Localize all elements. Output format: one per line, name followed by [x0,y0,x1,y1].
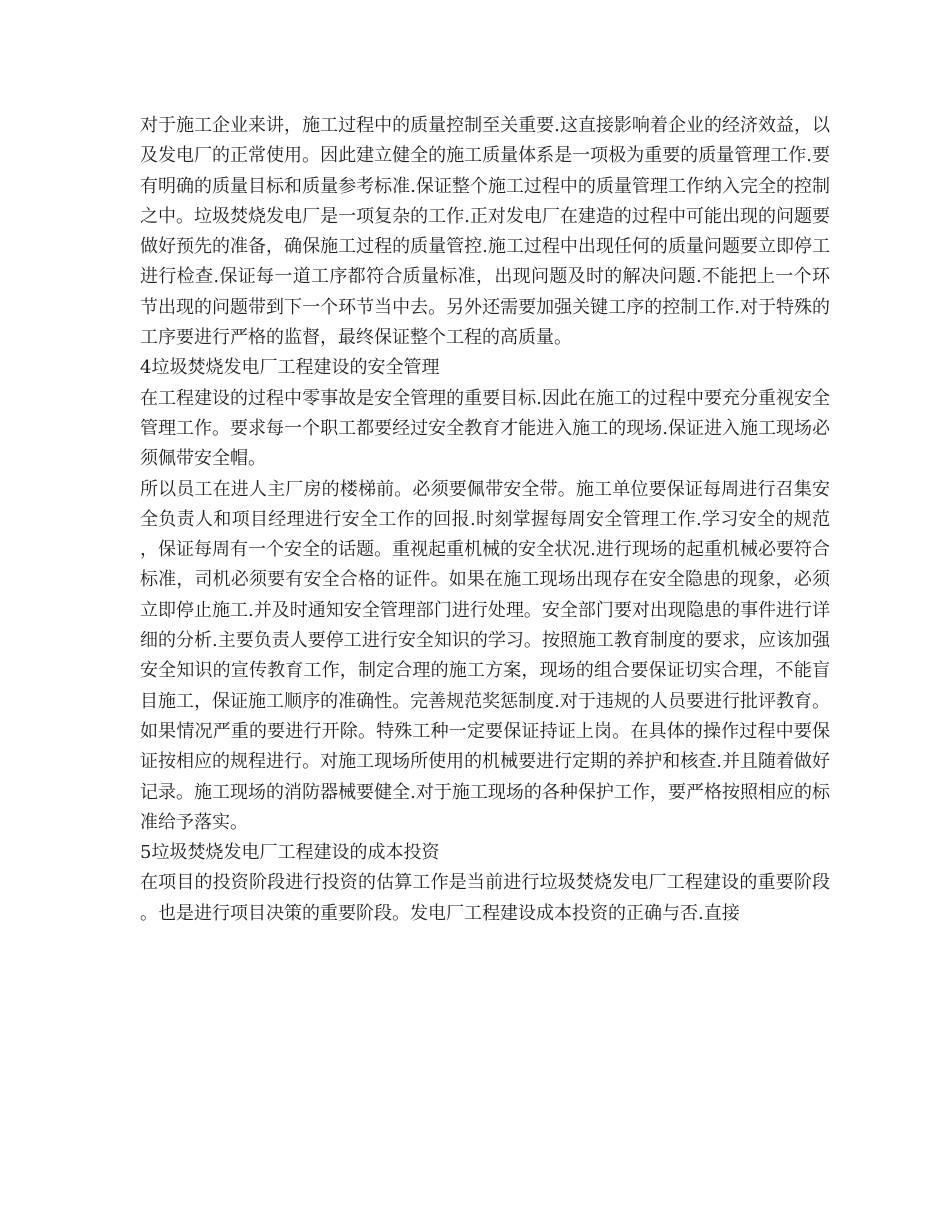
section-4-heading: 4垃圾焚烧发电厂工程建设的安全管理 [140,357,440,379]
document-page [140,111,830,929]
safety-measures-paragraph: 所以员工在进人主厂房的楼梯前。必须要佩带安全带。施工单位要保证每周进行召集安全负责人和项目经理进行安全工作的回报.时刻掌握每周安全管理工作.学习安全的规范，保证每周有一个安全的话题。重视起重机械的安全状况.进行现场的起重机械必要符合标准，司机必须要有安全合格的证件。如果在施工现场出现存在安全隐患的现象，必须立即停止施工.并及时通知安全管理部门进行处理。安全部门要对出现隐患的事件进行详细的分析.主要负责人要停工进行安全知识的学习。按照施工教育制度的要求，应该加强安全知识的宣传教育工作，制定合理的施工方案，现场的组合要保证切实合理，不能盲目施工，保证施工顺序的准确性。完善规范奖惩制度.对于违规的人员要进行批评教育。如果情况严重的要进行开除。特殊工种一定要保证持证上岗。在具体的操作过程中要保证按相应的规程进行。对施工现场所使用的机械要进行定期的养护和核查.并且随着做好记录。施工现场的消防器械要健全.对于施工现场的各种保护工作，要严格按照相应的标准给予落实。 [140,478,830,833]
safety-management-paragraph: 在工程建设的过程中零事故是安全管理的重要目标.因此在施工的过程中要充分重视安全管理工作。要求每一个职工都要经过安全教育才能进入施工的现场.保证进入施工现场必须佩带安全帽。 [140,387,830,470]
cost-investment-paragraph: 在项目的投资阶段进行投资的估算工作是当前进行垃圾焚烧发电厂工程建设的重要阶段。也是进行项目决策的重要阶段。发电厂工程建设成本投资的正确与否.直接 [140,872,830,924]
quality-control-paragraph: 对于施工企业来讲，施工过程中的质量控制至关重要.这直接影响着企业的经济效益，以及发电厂的正常使用。因此建立健全的施工质量体系是一项极为重要的质量管理工作.要有明确的质量目标和质量参考标准.保证整个施工过程中的质量管理工作纳入完全的控制之中。垃圾焚烧发电厂是一项复杂的工作.正对发电厂在建造的过程中可能出现的问题要做好预先的准备，确保施工过程的质量管控.施工过程中出现任何的质量问题要立即停工进行检查.保证每一道工序都符合质量标准，出现问题及时的解决问题.不能把上一个环节出现的问题带到下一个环节当中去。另外还需要加强关键工序的控制工作.对于特殊的工序要进行严格的监督，最终保证整个工程的高质量。 [140,115,830,349]
section-5-heading: 5垃圾焚烧发电厂工程建设的成本投资 [140,842,440,864]
